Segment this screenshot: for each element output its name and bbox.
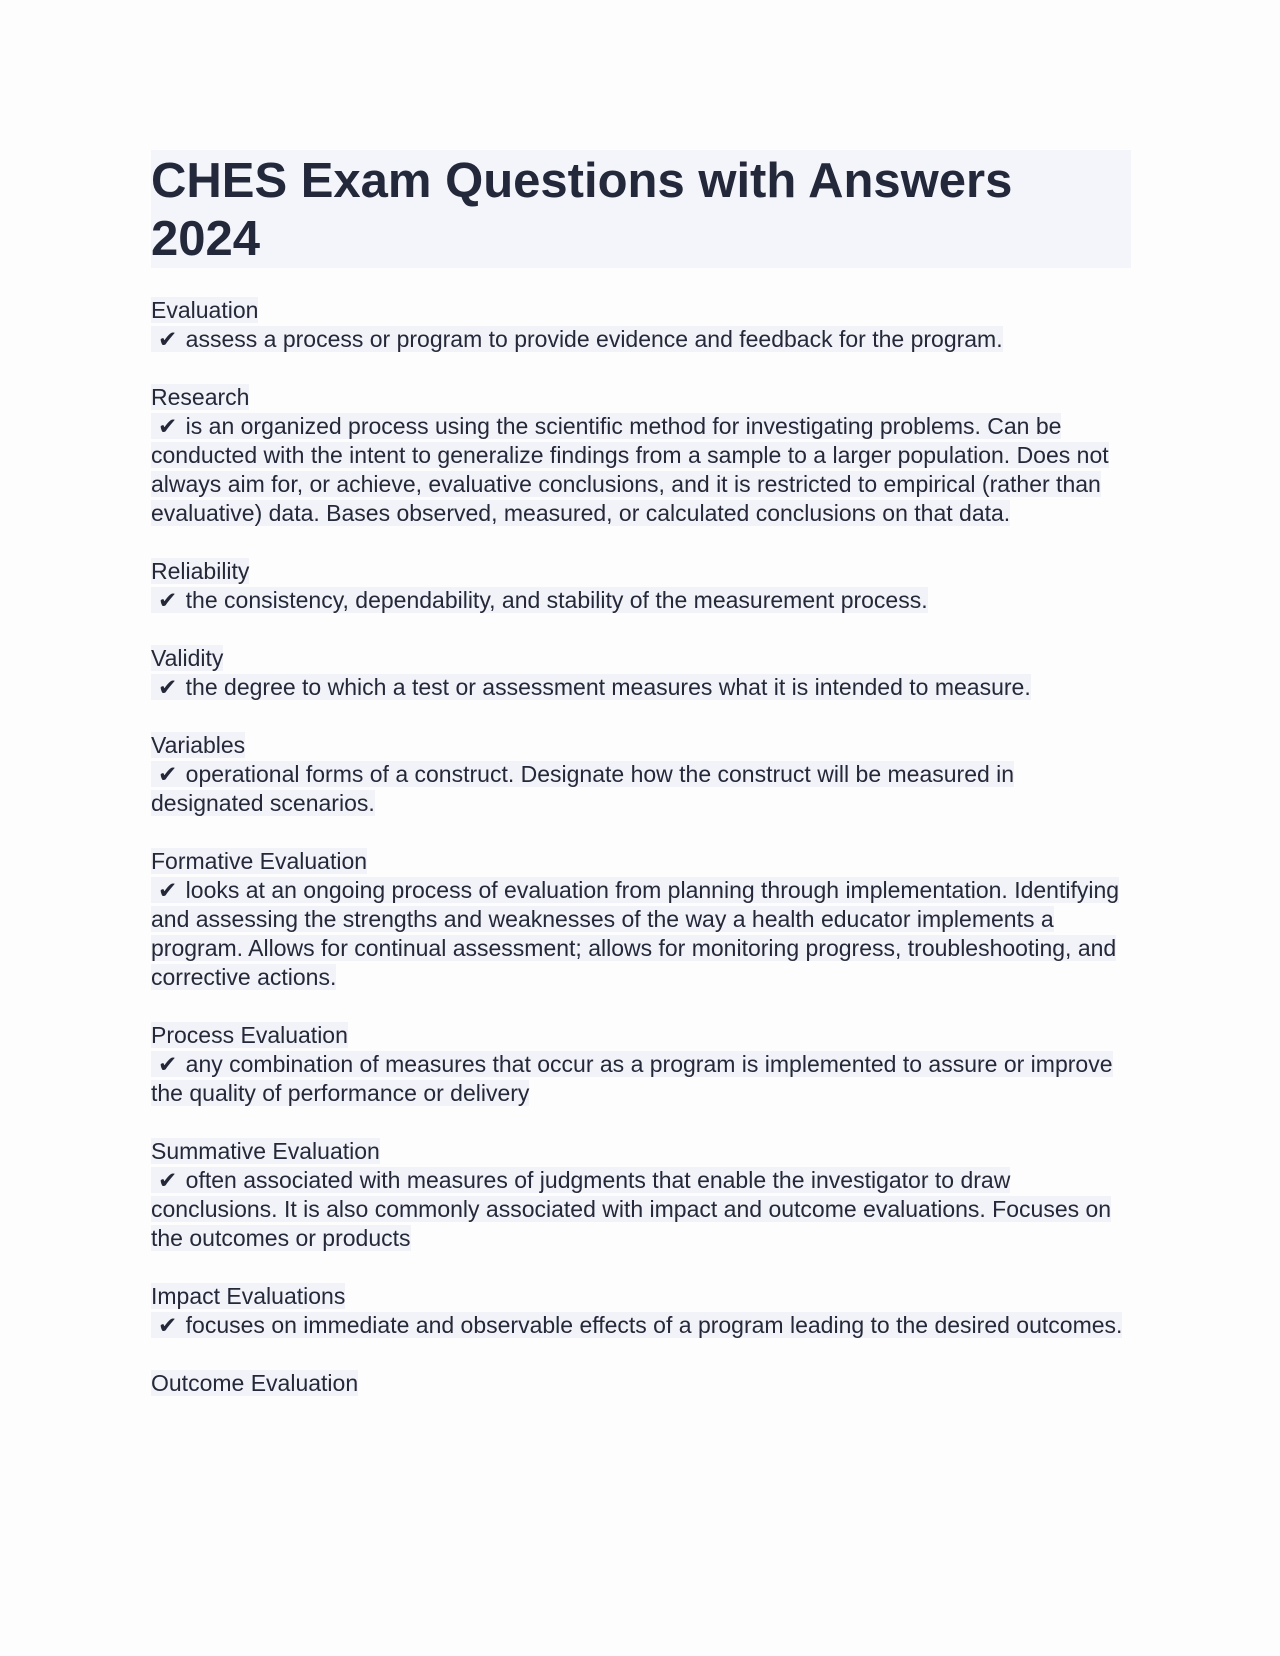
qa-entry (151, 644, 1131, 702)
term-label: Impact Evaluations (151, 1283, 346, 1309)
checkmark-icon: ✔ (158, 1312, 184, 1338)
checkmark-icon: ✔ (158, 877, 184, 903)
checkmark-icon: ✔ (158, 326, 184, 352)
definition-text: assess a process or program to provide evidence and feedback for the program. (185, 326, 1003, 352)
term-label: Summative Evaluation (151, 1138, 380, 1164)
definition-text: any combination of measures that occur as a program is implemented to assure or improve the quality of performance or delivery (151, 1051, 1113, 1106)
checkmark-icon: ✔ (158, 674, 184, 700)
term-label: Variables (151, 732, 246, 758)
term-label: Reliability (151, 558, 250, 584)
term-label: Evaluation (151, 297, 259, 323)
qa-entry (151, 1021, 1131, 1108)
definition-text: often associated with measures of judgments that enable the investigator to draw conclusions. It is also commonly associated with impact and outcome evaluations. Focuses on the outcomes or products (151, 1167, 1112, 1251)
qa-entry (151, 1137, 1131, 1253)
checkmark-icon: ✔ (158, 1167, 184, 1193)
definition-text: the degree to which a test or assessment measures what it is intended to measure. (185, 674, 1031, 700)
document-page (151, 150, 1131, 1427)
checkmark-icon: ✔ (158, 761, 184, 787)
qa-entry (151, 847, 1131, 992)
term-label: Research (151, 384, 250, 410)
definition-text: operational forms of a construct. Designate how the construct will be measured in designated scenarios. (151, 761, 1015, 816)
qa-entry (151, 1369, 1131, 1398)
checkmark-icon: ✔ (158, 413, 184, 439)
qa-entry (151, 557, 1131, 615)
qa-entry (151, 1282, 1131, 1340)
term-label: Validity (151, 645, 224, 671)
document-title: CHES Exam Questions with Answers 2024 (151, 150, 1131, 268)
qa-entry (151, 383, 1131, 528)
qa-entry (151, 731, 1131, 818)
checkmark-icon: ✔ (158, 1051, 184, 1077)
qa-list (151, 296, 1131, 1398)
definition-text: looks at an ongoing process of evaluation from planning through implementation. Identifying and assessing the strengths and weaknesses of the way a health educator implements a program. Allows for continual assessment; allows for monitoring progress, troubleshooting, and corrective actions. (151, 877, 1120, 990)
term-label: Formative Evaluation (151, 848, 368, 874)
term-label: Process Evaluation (151, 1022, 348, 1048)
definition-text: the consistency, dependability, and stability of the measurement process. (185, 587, 928, 613)
definition-text: focuses on immediate and observable effects of a program leading to the desired outcomes. (185, 1312, 1123, 1338)
definition-text: is an organized process using the scientific method for investigating problems. Can be conducted with the intent to generalize findings from a sample to a larger population. Does not always aim for, or achieve, evaluative conclusions, and it is restricted to empirical (rather than evaluative) data. Bases observed, measured, or calculated conclusions on that data. (151, 413, 1109, 526)
term-label: Outcome Evaluation (151, 1370, 359, 1396)
qa-entry (151, 296, 1131, 354)
checkmark-icon: ✔ (158, 587, 184, 613)
